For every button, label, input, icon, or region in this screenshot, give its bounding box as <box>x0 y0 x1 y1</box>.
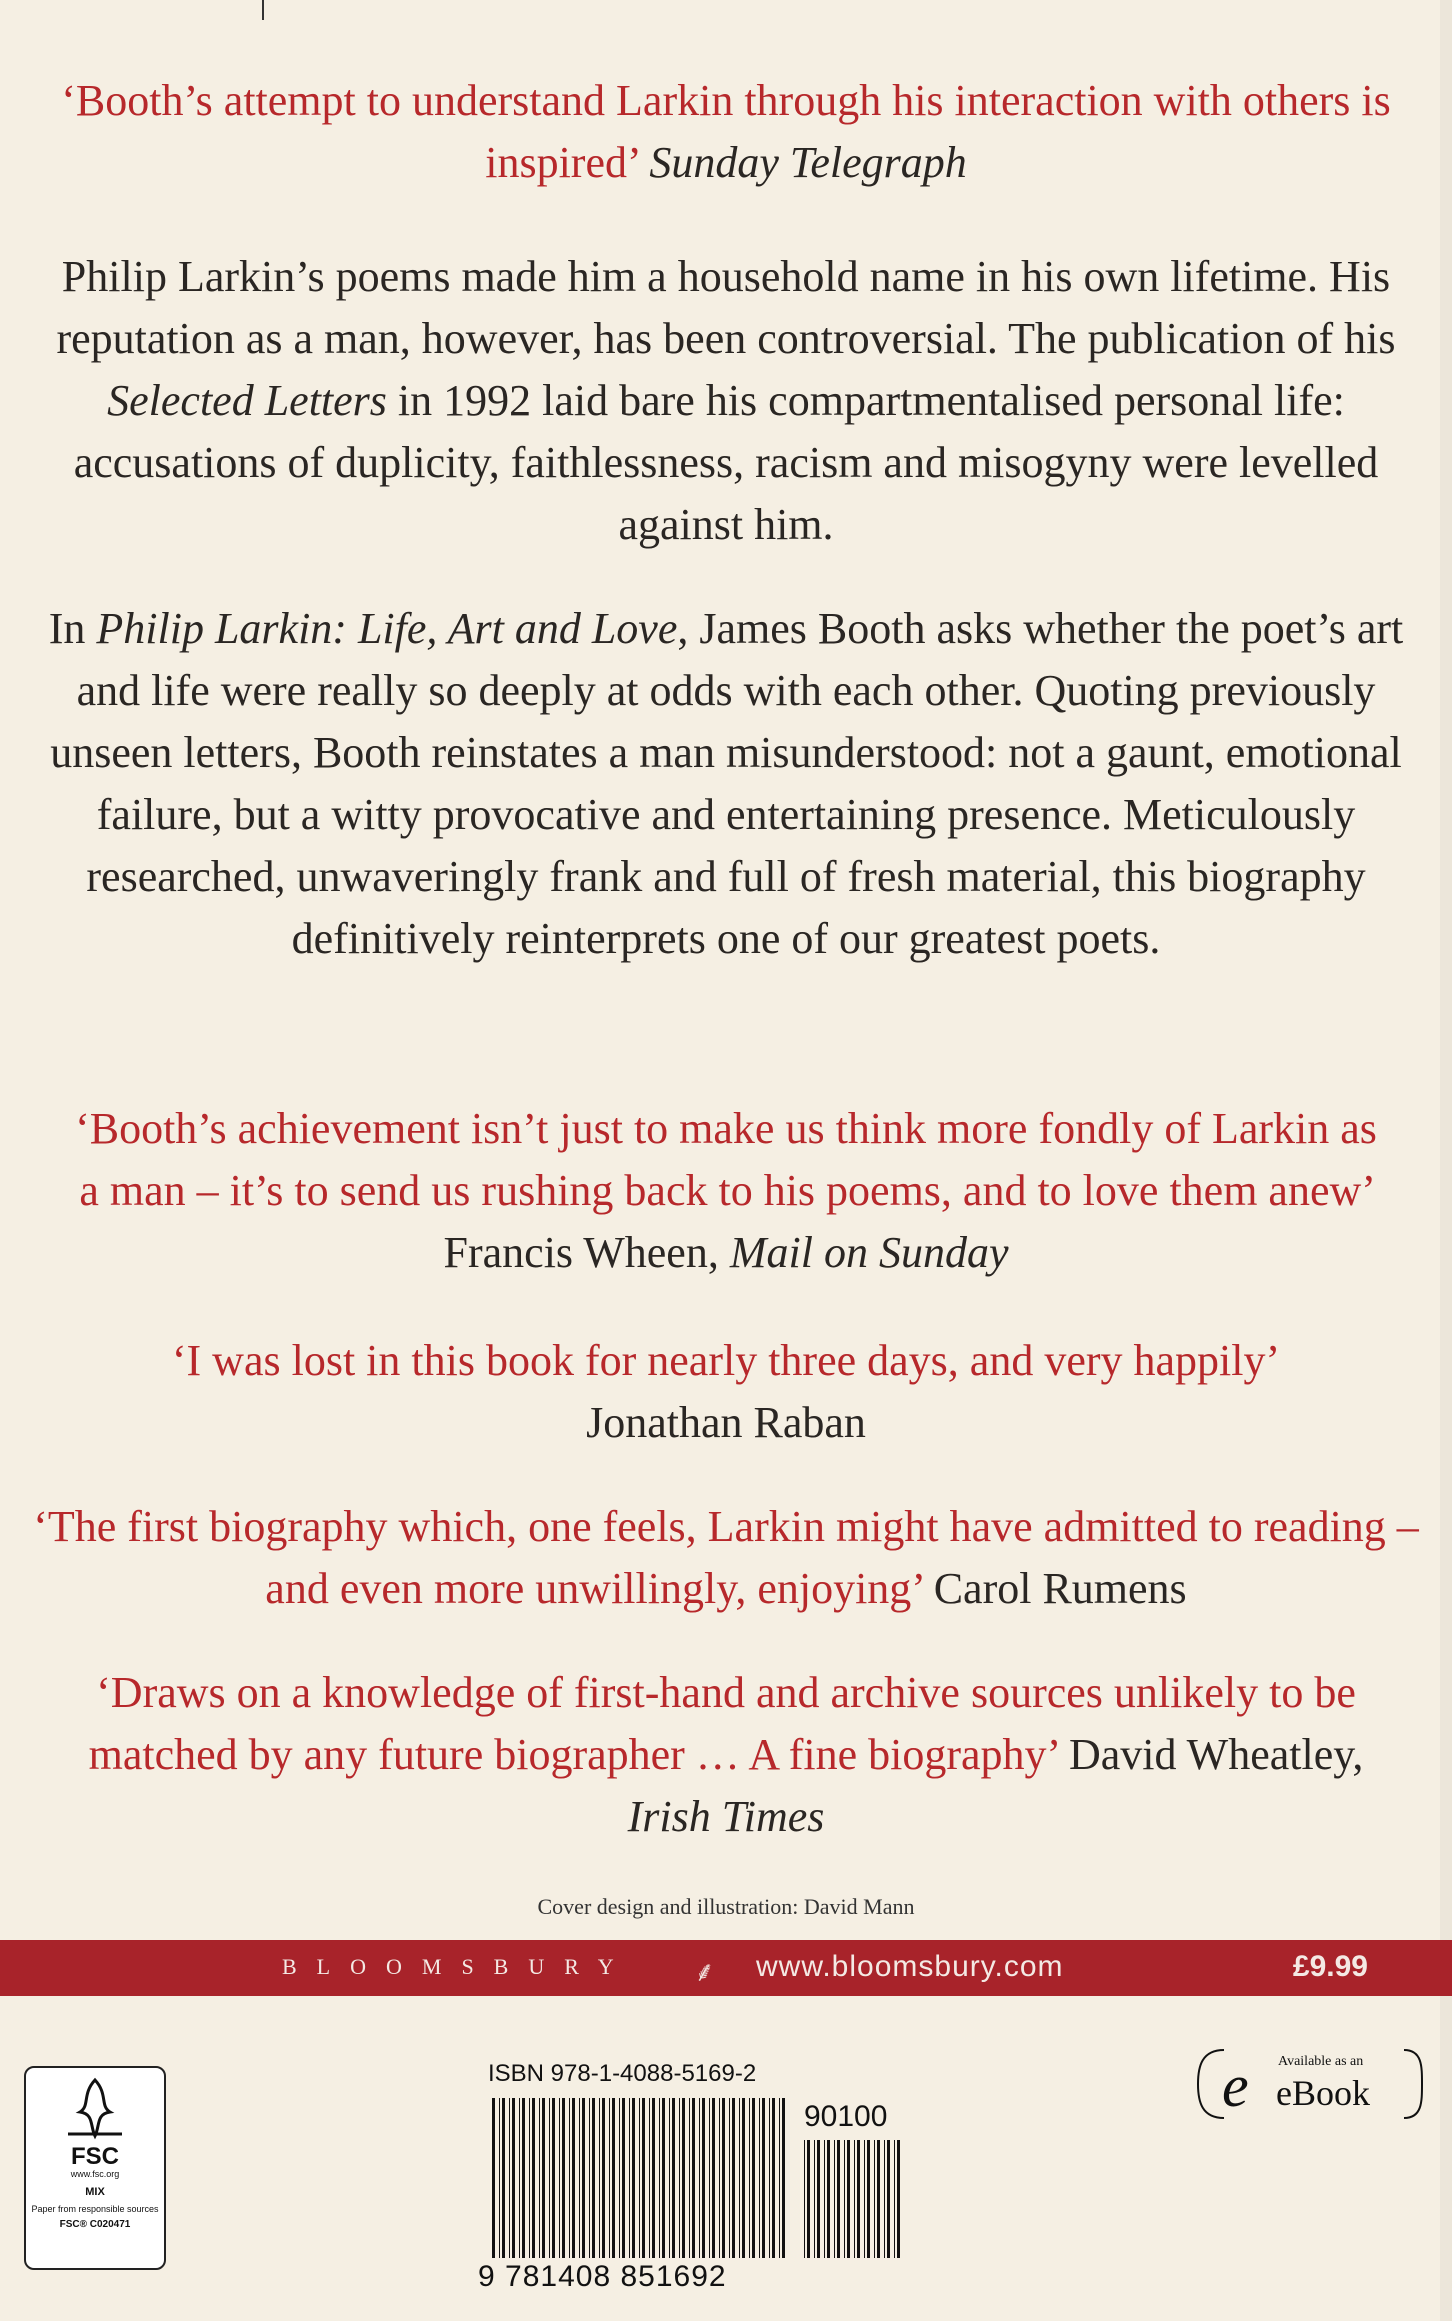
barcode-bar <box>877 2140 880 2258</box>
barcode-bar <box>772 2098 775 2258</box>
fsc-logo <box>24 2066 166 2270</box>
barcode-bar <box>834 2140 835 2258</box>
barcode-bar <box>609 2098 610 2258</box>
barcode-bar <box>709 2098 710 2258</box>
isbn-text: ISBN 978-1-4088-5169-2 <box>488 2060 757 2087</box>
barcode-bar <box>619 2098 620 2258</box>
barcode-bar <box>782 2098 785 2258</box>
barcode-bar <box>599 2098 600 2258</box>
barcode-bar <box>732 2098 735 2258</box>
barcode-bar <box>679 2098 680 2258</box>
barcode-bar <box>499 2098 500 2258</box>
barcode-bar <box>509 2098 510 2258</box>
barcode-bar <box>689 2098 690 2258</box>
barcode-bar <box>867 2140 870 2258</box>
ebook-label: eBook <box>1276 2073 1370 2113</box>
barcode-bar <box>854 2140 855 2258</box>
barcode-bar <box>582 2098 585 2258</box>
barcode-bar <box>739 2098 740 2258</box>
barcode-bar <box>864 2140 865 2258</box>
quote-text: ‘Booth’s attempt to understand Larkin through his interaction with others is inspired’ <box>61 76 1391 187</box>
barcode-bar <box>502 2098 505 2258</box>
bloomsbury-logo-icon: ⸙ <box>694 1957 716 1988</box>
price: £9.99 <box>1292 1950 1368 1983</box>
quote-author: Carol Rumens <box>933 1564 1187 1613</box>
quote-sunday-telegraph <box>30 70 1422 194</box>
barcode-bar <box>559 2098 560 2258</box>
barcode-bar <box>492 2098 495 2258</box>
fsc-label: FSC <box>71 2143 119 2170</box>
barcode-bar <box>632 2098 635 2258</box>
quote-source: Irish Times <box>627 1792 825 1841</box>
quote-carol-rumens <box>30 1496 1422 1620</box>
barcode-bar <box>759 2098 760 2258</box>
barcode-bar <box>602 2098 605 2258</box>
barcode-bar <box>762 2098 765 2258</box>
barcode-bar <box>569 2098 570 2258</box>
barcode-bar <box>752 2098 755 2258</box>
desc-text: In <box>48 604 86 653</box>
barcode-bar <box>542 2098 545 2258</box>
desc-italic-title: Selected Letters <box>107 376 387 425</box>
barcode-bar <box>827 2140 830 2258</box>
barcode-bar <box>857 2140 860 2258</box>
ebook-available: Available as an <box>1278 2054 1364 2069</box>
barcode-bar <box>669 2098 670 2258</box>
barcode-bars <box>490 2098 790 2258</box>
barcode-bar <box>804 2140 805 2258</box>
barcode-bar <box>552 2098 555 2258</box>
barcode-bar <box>589 2098 590 2258</box>
quote-source: Sunday Telegraph <box>649 138 967 187</box>
barcode-bar <box>532 2098 535 2258</box>
publisher-name: BLOOMSBURY <box>282 1954 634 1979</box>
barcode-bar <box>662 2098 665 2258</box>
fsc-paper: Paper from responsible sources <box>31 2204 159 2214</box>
quote-text: ‘Draws on a knowledge of first-hand and archive sources unlikely to be matched by any future biographer … A fine biography’ <box>88 1668 1356 1779</box>
barcode-bar <box>642 2098 645 2258</box>
publisher-band <box>0 1940 1452 1996</box>
ebook-badge <box>1194 2046 1426 2122</box>
barcode-bar <box>672 2098 675 2258</box>
barcode-bar <box>579 2098 580 2258</box>
ebook-e-icon: e <box>1222 2053 1249 2119</box>
quote-text: ‘The first biography which, one feels, Larkin might have admitted to reading – and even more unwillingly, enjoying’ <box>33 1502 1419 1613</box>
barcode-bar <box>837 2140 840 2258</box>
barcode-bar <box>572 2098 575 2258</box>
quote-text: ‘Booth’s achievement isn’t just to make us think more fondly of Larkin as a man – it’s to send us rushing back to his poems, and to love them anew’ <box>75 1104 1377 1215</box>
quote-irish-times <box>70 1662 1382 1848</box>
quote-text: ‘I was lost in this book for nearly three days, and very happily’ <box>171 1336 1281 1385</box>
barcode-bar <box>649 2098 650 2258</box>
desc-text: , James Booth asks whether the poet’s art and life were really so deeply at odds with each other. Quoting previously unseen letters, Booth reinstates a man misunderstood: not a gaunt, emotional failure, but a witty provocative and entertaining presence. Meticulously researched, unwaveringly frank and full of fresh material, this biography definitively reinterprets one of our greatest poets. <box>50 604 1404 963</box>
barcode-bar <box>519 2098 520 2258</box>
barcode-bar <box>539 2098 540 2258</box>
top-mark <box>262 0 264 20</box>
barcode-bar <box>562 2098 565 2258</box>
barcode-addon-bars <box>802 2140 906 2258</box>
barcode-bar <box>629 2098 630 2258</box>
fsc-site: www.fsc.org <box>70 2169 120 2179</box>
barcode-bar <box>729 2098 730 2258</box>
barcode-bar <box>824 2140 825 2258</box>
publisher-url: www.bloomsbury.com <box>756 1950 1064 1983</box>
fsc-tree-icon <box>60 2076 130 2140</box>
barcode-bar <box>692 2098 695 2258</box>
quote-author: Francis Wheen, <box>443 1228 719 1277</box>
quote-jonathan-raban <box>30 1330 1422 1454</box>
barcode-bar <box>814 2140 815 2258</box>
barcode-bar <box>592 2098 595 2258</box>
barcode-bar <box>887 2140 890 2258</box>
barcode-bar <box>779 2098 780 2258</box>
isbn-barcode <box>478 2060 938 2293</box>
description-paragraph-1 <box>20 246 1432 556</box>
barcode-bar <box>742 2098 745 2258</box>
barcode-bar <box>659 2098 660 2258</box>
barcode-bar <box>749 2098 750 2258</box>
barcode-bar <box>702 2098 705 2258</box>
fsc-code: FSC® C020471 <box>59 2219 131 2230</box>
barcode-number: 9 781408 851692 <box>478 2260 727 2293</box>
barcode-bar <box>712 2098 715 2258</box>
barcode-bar <box>682 2098 685 2258</box>
barcode-bar <box>699 2098 700 2258</box>
barcode-bar <box>522 2098 525 2258</box>
barcode-bar <box>549 2098 550 2258</box>
cover-credit: Cover design and illustration: David Mann <box>537 1894 915 1919</box>
quote-source: Mail on Sunday <box>729 1228 1009 1277</box>
quote-author: David Wheatley, <box>1068 1730 1364 1779</box>
barcode-bar <box>529 2098 530 2258</box>
barcode-bar <box>844 2140 845 2258</box>
barcode-bar <box>817 2140 820 2258</box>
barcode-bar <box>512 2098 515 2258</box>
barcode-bar <box>769 2098 770 2258</box>
barcode-bar <box>894 2140 895 2258</box>
desc-text: in 1992 laid bare his compartmentalised personal life: accusations of duplicity, faithlessness, racism and misogyny were levelled against him. <box>73 376 1379 549</box>
barcode-bar <box>639 2098 640 2258</box>
barcode-bar <box>847 2140 850 2258</box>
barcode-bar <box>622 2098 625 2258</box>
desc-italic-title: Philip Larkin: Life, Art and Love <box>96 604 678 653</box>
barcode-bar <box>897 2140 900 2258</box>
barcode-bar <box>652 2098 655 2258</box>
description-paragraph-2 <box>40 598 1412 970</box>
barcode-bar <box>807 2140 810 2258</box>
barcode-bar <box>874 2140 875 2258</box>
barcode-bar <box>612 2098 615 2258</box>
quote-author: Jonathan Raban <box>586 1398 866 1447</box>
barcode-bar <box>884 2140 885 2258</box>
barcode-bar <box>719 2098 720 2258</box>
desc-text: Philip Larkin’s poems made him a household name in his own lifetime. His reputation as a man, however, has been controversial. The publication of his <box>56 252 1396 363</box>
fsc-mix: MIX <box>85 2186 105 2198</box>
barcode-addon-number: 90100 <box>804 2100 888 2133</box>
quote-mail-on-sunday <box>60 1098 1392 1284</box>
barcode-bar <box>722 2098 725 2258</box>
